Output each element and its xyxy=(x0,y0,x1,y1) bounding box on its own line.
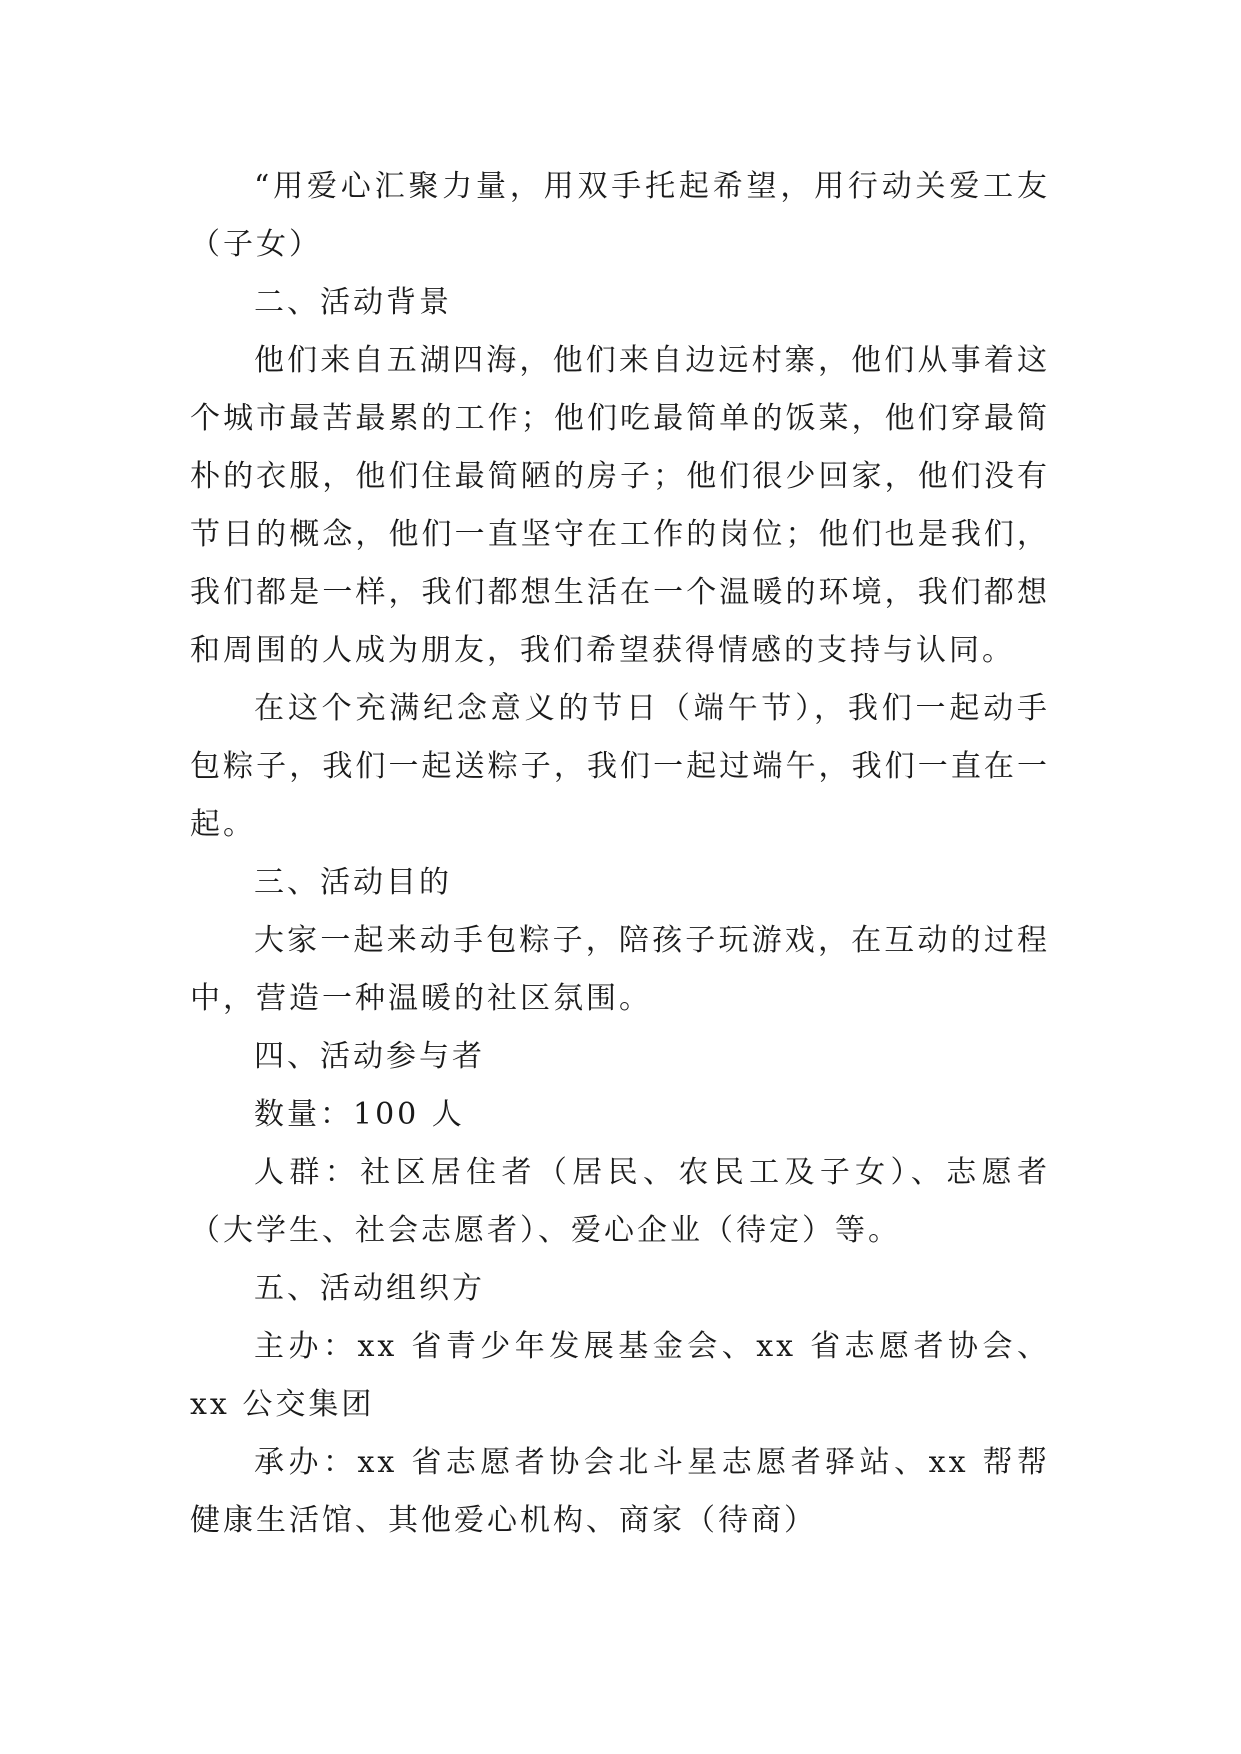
co-organizers: 承办：xx 省志愿者协会北斗星志愿者驿站、xx 帮帮健康生活馆、其他爱心机构、商家（待商） xyxy=(190,1445,1050,1538)
festival-paragraph: 在这个充满纪念意义的节日（端午节），我们一起动手包粽子，我们一起送粽子，我们一起过端午，我们一直在一起。 xyxy=(190,691,1050,842)
section-heading-purpose: 三、活动目的 xyxy=(254,865,452,900)
section-heading-organizers: 五、活动组织方 xyxy=(254,1271,485,1306)
background-paragraph: 他们来自五湖四海，他们来自边远村寨，他们从事着这个城市最苦最累的工作；他们吃最简单的饭菜，他们穿最简朴的衣服，他们住最简陋的房子；他们很少回家，他们没有节日的概念，他们一直坚守在工作的岗位；他们也是我们，我们都是一样，我们都想生活在一个温暖的环境，我们都想和周围的人成为朋友，我们希望获得情感的支持与认同。 xyxy=(190,343,1050,668)
participant-groups: 人群：社区居住者（居民、农民工及子女）、志愿者（大学生、社会志愿者）、爱心企业（待定）等。 xyxy=(190,1155,1050,1248)
slogan-paragraph: “用爱心汇聚力量，用双手托起希望，用行动关爱工友（子女） xyxy=(190,169,1050,262)
section-heading-participants: 四、活动参与者 xyxy=(254,1039,485,1074)
host-organizers: 主办：xx 省青少年发展基金会、xx 省志愿者协会、xx 公交集团 xyxy=(190,1329,1050,1422)
document-body xyxy=(190,158,1050,1550)
purpose-paragraph: 大家一起来动手包粽子，陪孩子玩游戏，在互动的过程中，营造一种温暖的社区氛围。 xyxy=(190,923,1050,1016)
participant-count: 数量：100 人 xyxy=(254,1097,465,1132)
section-heading-background: 二、活动背景 xyxy=(254,285,452,320)
